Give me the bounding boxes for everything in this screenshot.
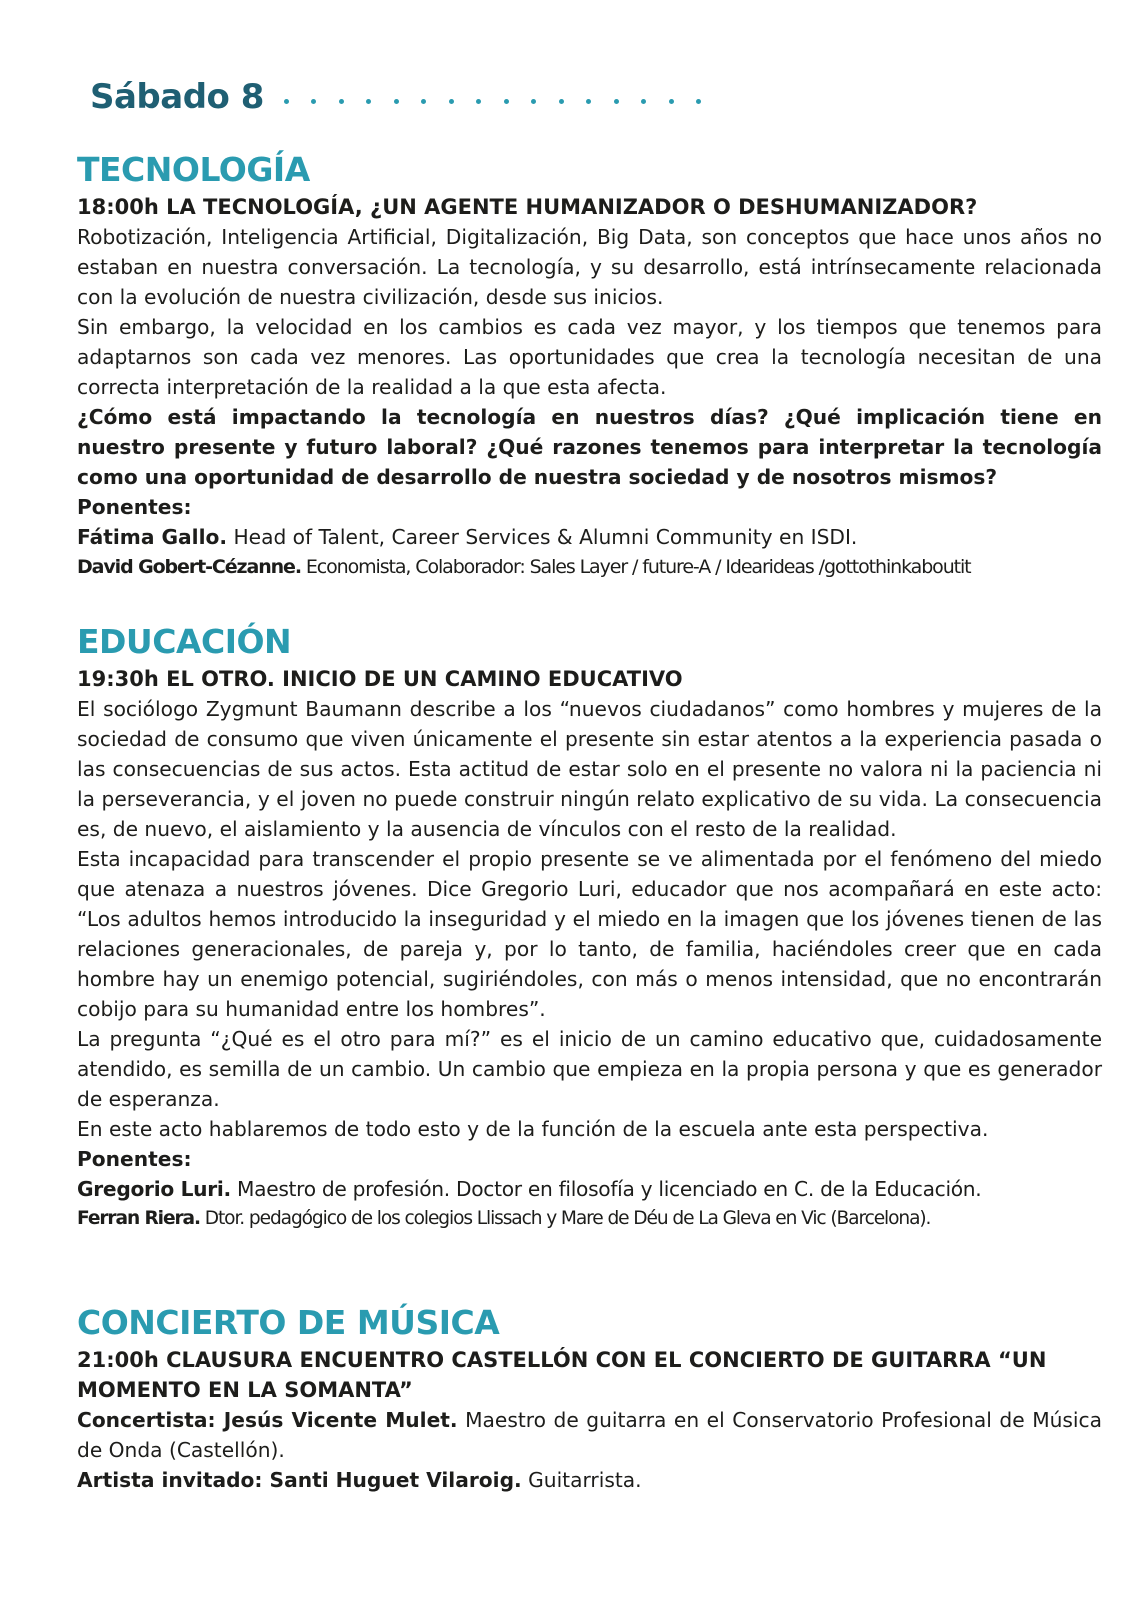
performer-desc: Maestro de guitarra en el Conservatorio Profesional de Música de Onda (Castellón).	[77, 1408, 1103, 1462]
event-title: 18:00h LA TECNOLOGÍA, ¿UN AGENTE HUMANIZADOR O DESHUMANIZADOR?	[77, 195, 978, 219]
speakers-label: Ponentes:	[77, 1147, 192, 1171]
speaker-item	[77, 552, 1102, 582]
speaker-item	[77, 522, 1102, 552]
section-title: EDUCACIÓN	[77, 622, 292, 661]
event-title: 21:00h CLAUSURA ENCUENTRO CASTELLÓN CON EL CONCIERTO DE GUITARRA “UN MOMENTO EN LA SOMANTA”	[77, 1348, 1047, 1402]
day-title: Sábado 8	[90, 77, 264, 117]
speaker-name: Gregorio Luri.	[77, 1177, 231, 1201]
speaker-item	[77, 1204, 1102, 1234]
guest-item	[77, 1465, 1102, 1495]
speaker-item	[77, 1174, 1102, 1204]
speaker-name: David Gobert-Cézanne.	[77, 556, 301, 578]
event-title: 19:30h EL OTRO. INICIO DE UN CAMINO EDUCATIVO	[77, 667, 683, 691]
performer-label: Concertista: Jesús Vicente Mulet.	[77, 1408, 458, 1432]
performer-item	[77, 1405, 1102, 1465]
paragraph: Esta incapacidad para transcender el propio presente se ve alimentada por el fenómeno del miedo que atenaza a nuestros jóvenes. Dice Gregorio Luri, educador que nos acompañará en este acto: “Los adultos hemos introducido la inseguridad y el miedo en la imagen que los jóvenes tienen de las relaciones generacionales, de pareja y, por lo tanto, de familia, haciéndoles creer que en cada hombre hay un enemigo potencial, sugiriéndoles, con más o menos intensidad, que no encontrarán cobijo para su humanidad entre los hombres”.	[77, 847, 1102, 1021]
day-header	[90, 72, 724, 122]
guest-label: Artista invitado: Santi Huguet Vilaroig.	[77, 1468, 522, 1492]
speakers-label: Ponentes:	[77, 495, 192, 519]
section-concierto	[77, 1303, 1102, 1495]
speaker-desc: Economista, Colaborador: Sales Layer / future-A / Idearideas /gottothinkaboutit	[305, 556, 971, 578]
guest-desc: Guitarrista.	[528, 1468, 642, 1492]
paragraph: La pregunta “¿Qué es el otro para mí?” es el inicio de un camino educativo que, cuidadosamente atendido, es semilla de un cambio. Un cambio que empieza en la propia persona y que es generador de esperanza.	[77, 1027, 1102, 1111]
section-tecnologia	[77, 150, 1102, 582]
speaker-name: Fátima Gallo.	[77, 525, 228, 549]
speaker-desc: Head of Talent, Career Services & Alumni Community en ISDI.	[233, 525, 858, 549]
paragraph: En este acto hablaremos de todo esto y de la función de la escuela ante esta perspectiva.	[77, 1117, 989, 1141]
speaker-desc: Dtor. pedagógico de los colegios Llissach y Mare de Déu de La Gleva en Vic (Barcelona).	[204, 1208, 931, 1229]
questions-paragraph: ¿Cómo está impactando la tecnología en nuestros días? ¿Qué implicación tiene en nuestro presente y futuro laboral? ¿Qué razones tenemos para interpretar la tecnología como una oportunidad de desarrollo de nuestra sociedad y de nosotros mismos?	[77, 405, 1102, 489]
dot-leader	[284, 91, 724, 104]
section-title: CONCIERTO DE MÚSICA	[77, 1303, 500, 1342]
section-title: TECNOLOGÍA	[77, 150, 310, 189]
paragraph: Robotización, Inteligencia Artificial, Digitalización, Big Data, son conceptos que hace unos años no estaban en nuestra conversación. La tecnología, y su desarrollo, está intrínsecamente relacionada con la evolución de nuestra civilización, desde sus inicios.	[77, 225, 1102, 309]
speaker-desc: Maestro de profesión. Doctor en filosofía y licenciado en C. de la Educación.	[237, 1177, 982, 1201]
speaker-name: Ferran Riera.	[77, 1208, 200, 1229]
section-educacion	[77, 622, 1102, 1234]
paragraph: El sociólogo Zygmunt Baumann describe a los “nuevos ciudadanos” como hombres y mujeres de la sociedad de consumo que viven únicamente el presente sin estar atentos a la experiencia pasada o las consecuencias de sus actos. Esta actitud de estar solo en el presente no valora ni la paciencia ni la perseverancia, y el joven no puede construir ningún relato explicativo de su vida. La consecuencia es, de nuevo, el aislamiento y la ausencia de vínculos con el resto de la realidad.	[77, 697, 1102, 841]
paragraph: Sin embargo, la velocidad en los cambios es cada vez mayor, y los tiempos que tenemos para adaptarnos son cada vez menores. Las oportunidades que crea la tecnología necesitan de una correcta interpretación de la realidad a la que esta afecta.	[77, 315, 1102, 399]
